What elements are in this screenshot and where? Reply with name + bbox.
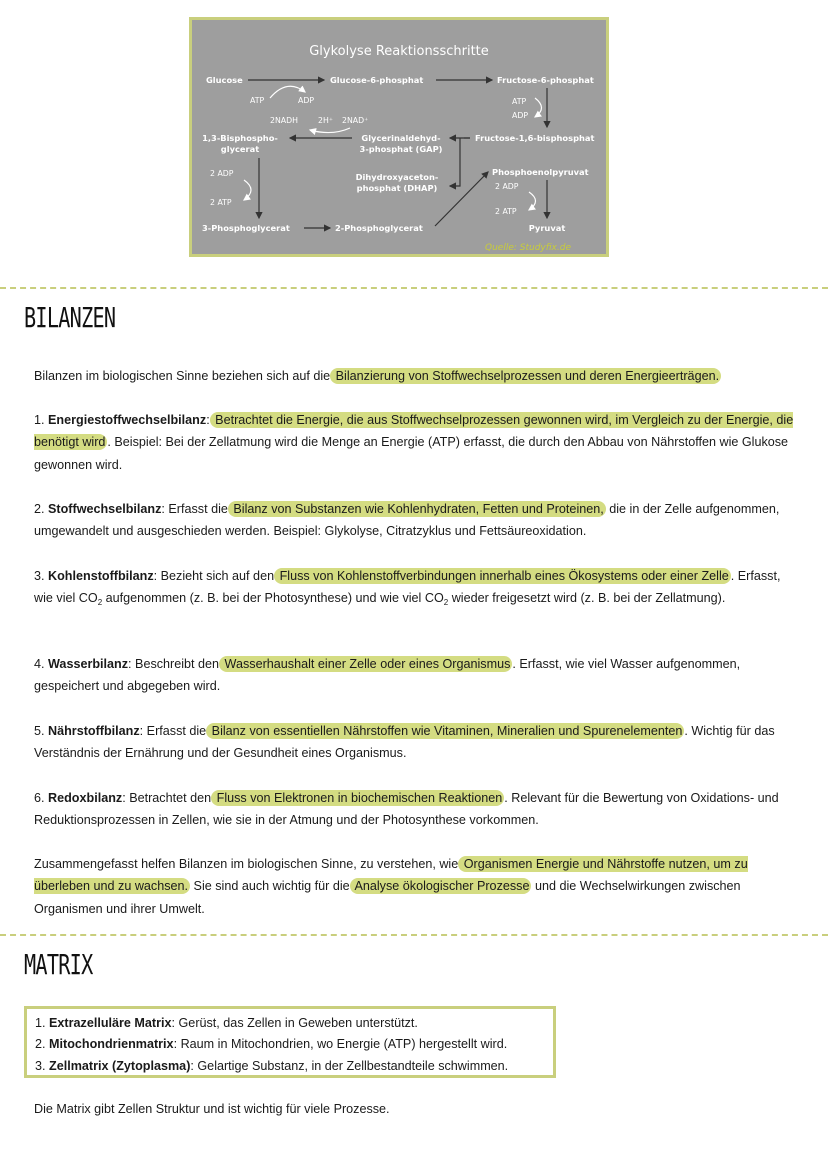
section-heading-matrix: MATRIX [24,948,93,981]
node-gap-line2: 3-phosphat (GAP) [359,144,443,154]
item-number: 5. [34,724,49,738]
summary-highlight: Analyse ökologischer Prozesse [351,879,530,894]
item-highlight: Wasserhaushalt einer Zelle oder eines Organismus [221,657,511,671]
item-title: Zellmatrix (Zytoplasma) [49,1058,191,1073]
cofactor-adp-1: ADP [298,96,315,105]
cofactor-adp-right: 2 ADP [495,182,519,191]
node-f16bp: Fructose-1,6-bisphosphat [475,133,595,143]
node-dhap-line2: phosphat (DHAP) [356,183,438,193]
matrix-item-1 [35,1013,553,1034]
summary-highlight: Organismen Energie und Nährstoffe nutzen, um zu überleben und zu wachsen. [34,857,748,894]
cofactor-nad: 2NAD⁺ [342,116,369,125]
matrix-list-box [24,1006,556,1078]
item-highlight: Fluss von Elektronen in biochemischen Reaktionen [213,791,503,805]
item-number: 6. [34,791,49,805]
node-pep: Phosphoenolpyruvat [492,167,589,177]
cofactor-h: 2H⁺ [318,116,333,125]
node-2pg: 2-Phosphoglycerat [335,223,423,233]
node-bpg-line1: 1,3-Bisphospho- [202,133,278,143]
cofactor-atp-2: ATP [512,97,527,106]
intro-highlight: Bilanzierung von Stoffwechselprozessen und deren Energieerträgen. [332,369,720,383]
bilanz-item-4 [34,653,794,698]
cofactor-arc-left [244,180,251,200]
item-number: 1. [35,1016,50,1030]
cofactor-arc-nad [310,128,350,133]
matrix-closing: Die Matrix gibt Zellen Struktur und ist wichtig für viele Prozesse. [34,1102,390,1116]
item-text: : Gelartige Substanz, in der Zellbestandteile schwimmen. [190,1058,509,1073]
item-title: Nährstoffbilanz [48,724,140,738]
item-text: : Erfasst die [161,502,228,516]
glycolysis-diagram [189,17,609,257]
item-text: . Erfasst, wie viel CO [34,569,781,606]
item-text: : Betrachtet den [122,791,212,805]
item-highlight: Betrachtet die Energie, die aus Stoffwechselprozessen gewonnen wird, im Vergleich zu der Energie, die benötigt wird [34,413,794,450]
item-text: . Wichtig für das Verständnis der Ernährung und der Gesundheit eines Organismus. [34,724,775,761]
bilanzen-summary [34,853,794,920]
summary-text: Sie sind auch wichtig für die [190,879,350,894]
item-text: wieder freigesetzt wird (z. B. bei der Zellatmung). [448,591,726,606]
item-text: : Erfasst die [139,724,207,738]
bilanz-item-2 [34,498,794,543]
summary-text: Zusammengefasst helfen Bilanzen im biologischen Sinne, zu verstehen, wie [34,857,459,871]
bilanz-item-5 [34,720,794,765]
bilanz-item-1 [34,409,794,476]
item-number: 4. [34,657,49,671]
cofactor-atp-1: ATP [250,96,265,105]
glycolysis-diagram-svg [192,20,606,254]
cofactor-arc-right [529,192,536,210]
cofactor-atp-left: 2 ATP [210,198,232,207]
item-title: Mitochondrienmatrix [49,1037,174,1052]
item-highlight: Fluss von Kohlenstoffverbindungen innerhalb eines Ökosystems oder einer Zelle [276,569,729,583]
node-glucose: Glucose [206,75,243,85]
item-title: Wasserbilanz [48,657,129,671]
cofactor-nadh: 2NADH [270,116,298,125]
section-divider [0,287,828,289]
node-pyruvat: Pyruvat [528,223,566,233]
subscript: 2 [97,598,103,608]
item-text: die in der Zelle aufgenommen, umgewandelt und ausgeschieden werden. Beispiel: Glykolyse, Citratzyklus und Fettsäureoxidation. [34,502,780,539]
bilanzen-intro [34,365,794,387]
diagram-title: Glykolyse Reaktionsschritte [309,44,489,59]
node-dhap-line1: Dihydroxyaceton- [355,172,439,182]
bilanz-item-6 [34,787,794,832]
cofactor-arc-2 [535,98,542,117]
item-text: : Gerüst, das Zellen in Geweben unterstützt. [171,1016,418,1030]
item-separator: : [206,413,210,427]
item-text: aufgenommen (z. B. bei der Photosynthese) und wie viel CO [102,591,444,606]
section-heading-bilanzen: BILANZEN [24,301,116,334]
item-title: Stoffwechselbilanz [48,502,162,516]
item-text: . Erfasst, wie viel Wasser aufgenommen, gespeichert und abgegeben wird. [34,657,741,694]
item-number: 1. [34,413,49,427]
section-divider [0,934,828,936]
item-title: Energiestoffwechselbilanz [48,413,207,427]
node-f6p: Fructose-6-phosphat [497,75,594,85]
matrix-item-2 [35,1034,553,1055]
item-text: : Raum in Mitochondrien, wo Energie (ATP) hergestellt wird. [173,1037,508,1052]
cofactor-adp-left: 2 ADP [210,169,234,178]
item-highlight: Bilanz von Substanzen wie Kohlenhydraten, Fetten und Proteinen, [229,502,604,516]
node-bpg-line2: glycerat [220,144,260,154]
matrix-item-3 [35,1056,553,1077]
arrow-f16bp-dhap [450,138,460,186]
node-gap-line1: Glycerinaldehyd- [361,133,441,143]
subscript: 2 [443,598,449,608]
bilanz-item-3 [34,565,794,610]
summary-text: und die Wechselwirkungen zwischen Organismen und ihrer Umwelt. [34,879,741,916]
item-text: : Bezieht sich auf den [153,569,275,583]
cofactor-atp-right: 2 ATP [495,207,517,216]
item-highlight: Bilanz von essentiellen Nährstoffen wie Vitaminen, Mineralien und Spurenelementen [208,724,683,738]
item-number: 3. [35,1058,50,1073]
item-text: . Relevant für die Bewertung von Oxidations- und Reduktionsprozessen in Zellen, wie sie in der Atmung und der Photosynthese vorkommen. [34,791,779,828]
item-title: Kohlenstoffbilanz [48,569,154,583]
node-3pg: 3-Phosphoglycerat [202,223,290,233]
intro-text: Bilanzen im biologischen Sinne beziehen sich auf die [34,369,331,383]
arrow-2pg-pep [435,172,488,226]
item-text: . Beispiel: Bei der Zellatmung wird die Menge an Energie (ATP) erfasst, die durch den Abbau von Nährstoffen wie Glukose gewonnen wird. [34,435,789,472]
item-title: Redoxbilanz [48,791,123,805]
item-number: 2. [34,502,49,516]
item-number: 2. [35,1037,50,1052]
node-g6p: Glucose-6-phosphat [330,75,424,85]
item-text: : Beschreibt den [128,657,220,671]
diagram-source: Quelle: Studyfix.de [485,243,571,253]
item-title: Extrazelluläre Matrix [49,1016,172,1030]
item-number: 3. [34,569,49,583]
cofactor-adp-2: ADP [512,111,529,120]
